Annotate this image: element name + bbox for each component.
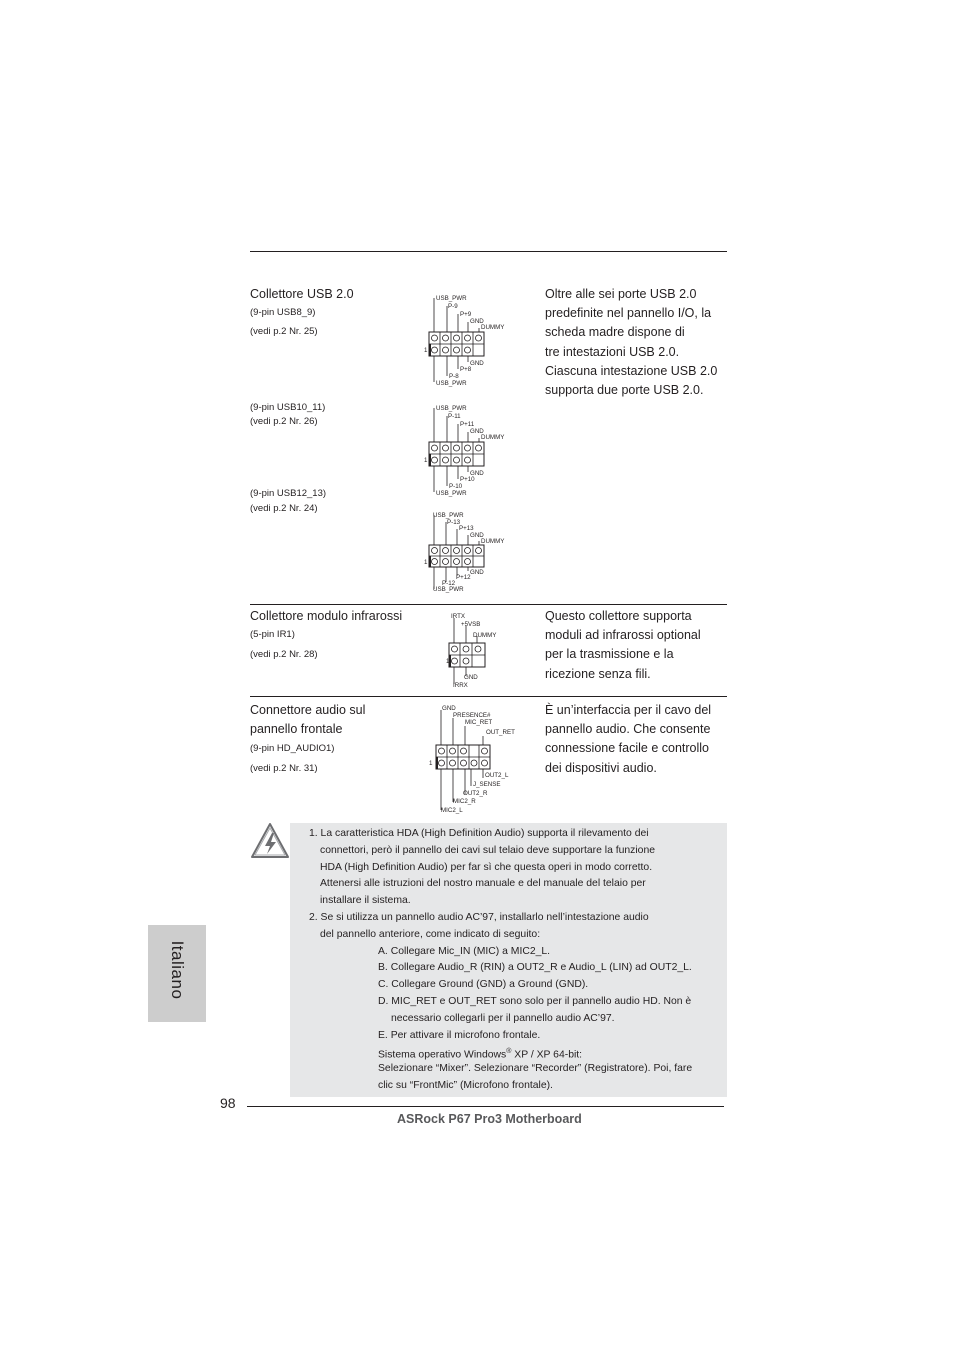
ir-label: IRRX [453, 682, 468, 689]
ir-header-diagram [440, 610, 520, 690]
usb3-label: GND [470, 569, 484, 576]
usb2-label: USB_PWR [436, 405, 467, 412]
note2-step: E. Per attivare il microfono frontale. [378, 1030, 541, 1041]
footer-divider [247, 1106, 724, 1107]
usb1-label: USB_PWR [436, 295, 467, 302]
ir-label: IRTX [451, 613, 465, 620]
audio-title-line: Connettore audio sul [250, 703, 366, 717]
note1-line: 1. La caratteristica HDA (High Definition Audio) supporta il rilevamento dei [309, 828, 649, 839]
note1-line: installare il sistema. [320, 895, 411, 906]
audio-label: MIC_RET [465, 719, 493, 726]
usb-header3-pin: (9-pin USB12_13) [250, 488, 327, 499]
usb-desc-line: Ciascuna intestazione USB 2.0 [545, 363, 718, 378]
usb-header1-ref: (vedi p.2 Nr. 25) [250, 326, 318, 337]
usb1-label: P+8 [460, 366, 472, 373]
audio-desc-line: dei dispositivi audio. [545, 760, 657, 775]
ir-pin: (5-pin IR1) [250, 629, 295, 640]
usb2-label: P-10 [449, 483, 463, 490]
usb-desc-line: tre intestazioni USB 2.0. [545, 344, 680, 359]
audio-desc-line: connessione facile e controllo [545, 741, 709, 756]
audio-label: OUT_RET [486, 729, 515, 736]
usb3-pin1: 1 [424, 559, 428, 566]
audio-pin1: 1 [429, 760, 433, 767]
usb1-label: GND [470, 360, 484, 367]
usb-header2-ref: (vedi p.2 Nr. 26) [250, 416, 318, 427]
usb2-label: USB_PWR [436, 490, 467, 497]
usb-header1-diagram [420, 290, 530, 390]
usb1-label: DUMMY [481, 324, 505, 331]
note1-line: HDA (High Definition Audio) per far sì che questa operi in modo corretto. [320, 862, 653, 873]
audio-label: J_SENSE [473, 781, 501, 788]
audio-pin: (9-pin HD_AUDIO1) [250, 743, 335, 754]
usb-desc-line: supporta due porte USB 2.0. [545, 383, 704, 398]
note2-line: del pannello anteriore, come indicato di seguito: [320, 929, 541, 940]
ir-label: +5VSB [461, 621, 481, 628]
note1-line: Attenersi alle istruzioni del nostro manuale e del manuale del telaio per [320, 878, 646, 889]
usb-header1-pin: (9-pin USB8_9) [250, 307, 316, 318]
final-line: Selezionare “Mixer”. Selezionare “Recorder” (Registratore). Poi, fare [378, 1063, 693, 1074]
note2-step: C. Collegare Ground (GND) a Ground (GND). [378, 979, 589, 990]
usb2-pin1: 1 [424, 457, 428, 464]
usb-header3-diagram [420, 507, 530, 597]
ir-description [545, 607, 735, 684]
audio-section-title [250, 701, 365, 739]
usb-header2-pin: (9-pin USB10_11) [250, 402, 326, 413]
warning-icon [250, 822, 290, 860]
section-divider [250, 604, 727, 605]
usb-desc-line: scheda madre dispone di [545, 325, 685, 340]
ir-desc-line: per la trasmissione e la [545, 647, 674, 662]
ir-label: DUMMY [473, 632, 497, 639]
audio-label: MIC2_L [441, 807, 463, 814]
usb3-label: USB_PWR [433, 512, 464, 519]
usb2-label: P+10 [460, 476, 475, 483]
usb3-label: P-13 [447, 519, 461, 526]
usb3-label: P+13 [459, 525, 474, 532]
ir-desc-line: moduli ad infrarossi optional [545, 628, 701, 643]
usb1-label: P-9 [448, 303, 458, 310]
audio-label: PRESENCE# [453, 712, 491, 719]
usb1-label: P-8 [449, 373, 459, 380]
audio-ref: (vedi p.2 Nr. 31) [250, 763, 318, 774]
note2-line: 2. Se si utilizza un pannello audio AC’97, installarlo nell’intestazione audio [309, 912, 649, 923]
usb2-label: P+11 [460, 421, 475, 428]
ir-ref: (vedi p.2 Nr. 28) [250, 649, 318, 660]
ir-label: GND [464, 674, 478, 681]
audio-label: GND [442, 705, 456, 712]
audio-desc-line: pannello audio. Che consente [545, 722, 711, 737]
usb3-label: P+12 [456, 574, 471, 581]
usb2-label: P-11 [448, 413, 461, 420]
note2-step: D. MIC_RET e OUT_RET sono solo per il pannello audio HD. Non è [378, 996, 692, 1007]
final-line: clic su “FrontMic” (Microfono frontale). [378, 1080, 553, 1091]
audio-label: OUT2_L [485, 772, 509, 779]
usb3-label: GND [470, 532, 484, 539]
footer-product: ASRock P67 Pro3 Motherboard [397, 1112, 582, 1126]
usb1-label: P+9 [460, 311, 472, 318]
language-tab-label: Italiano [168, 940, 187, 1000]
ir-pin1: 1 [446, 658, 450, 665]
page-number: 98 [220, 1095, 236, 1111]
usb-description [545, 285, 735, 400]
usb-desc-line: Oltre alle sei porte USB 2.0 [545, 287, 697, 301]
audio-desc-line: È un’interfaccia per il cavo del [545, 703, 712, 717]
audio-label: MIC2_R [453, 798, 476, 805]
usb1-label: GND [470, 318, 484, 325]
os-suffix: XP / XP 64-bit: [511, 1049, 583, 1061]
audio-label: OUT2_R [463, 790, 488, 797]
note2-step: necessario collegarli per il pannello audio AC’97. [391, 1013, 615, 1024]
usb2-label: GND [470, 428, 484, 435]
note2-step: A. Collegare Mic_IN (MIC) a MIC2_L. [378, 946, 551, 957]
usb-header3-ref: (vedi p.2 Nr. 24) [250, 503, 318, 514]
usb3-label: DUMMY [481, 538, 505, 545]
top-divider [250, 251, 727, 252]
usb-header2-diagram [420, 400, 530, 500]
usb3-label: USB_PWR [433, 586, 464, 593]
ir-desc-line: ricezione senza fili. [545, 666, 651, 681]
audio-description [545, 701, 735, 778]
note2-step: B. Collegare Audio_R (RIN) a OUT2_R e Audio_L (LIN) ad OUT2_L. [378, 962, 692, 973]
os-prefix: Sistema operativo Windows [378, 1049, 507, 1061]
ir-section-title: Collettore modulo infrarossi [250, 609, 403, 623]
note1-line: connettori, però il pannello dei cavi sul telaio deve supportare la funzione [320, 845, 656, 856]
usb3-label: P-12 [442, 580, 456, 587]
registered-mark: ® [506, 1048, 512, 1055]
ir-desc-line: Questo collettore supporta [545, 609, 692, 623]
usb2-label: DUMMY [481, 434, 505, 441]
usb-section-title: Collettore USB 2.0 [250, 287, 354, 301]
usb1-label: USB_PWR [436, 380, 467, 387]
usb-desc-line: predefinite nel pannello I/O, la [545, 306, 712, 321]
audio-title-line: pannello frontale [250, 722, 343, 737]
usb2-label: GND [470, 470, 484, 477]
audio-header-diagram [425, 702, 535, 817]
section-divider [250, 696, 727, 697]
usb1-pin1: 1 [424, 347, 428, 354]
